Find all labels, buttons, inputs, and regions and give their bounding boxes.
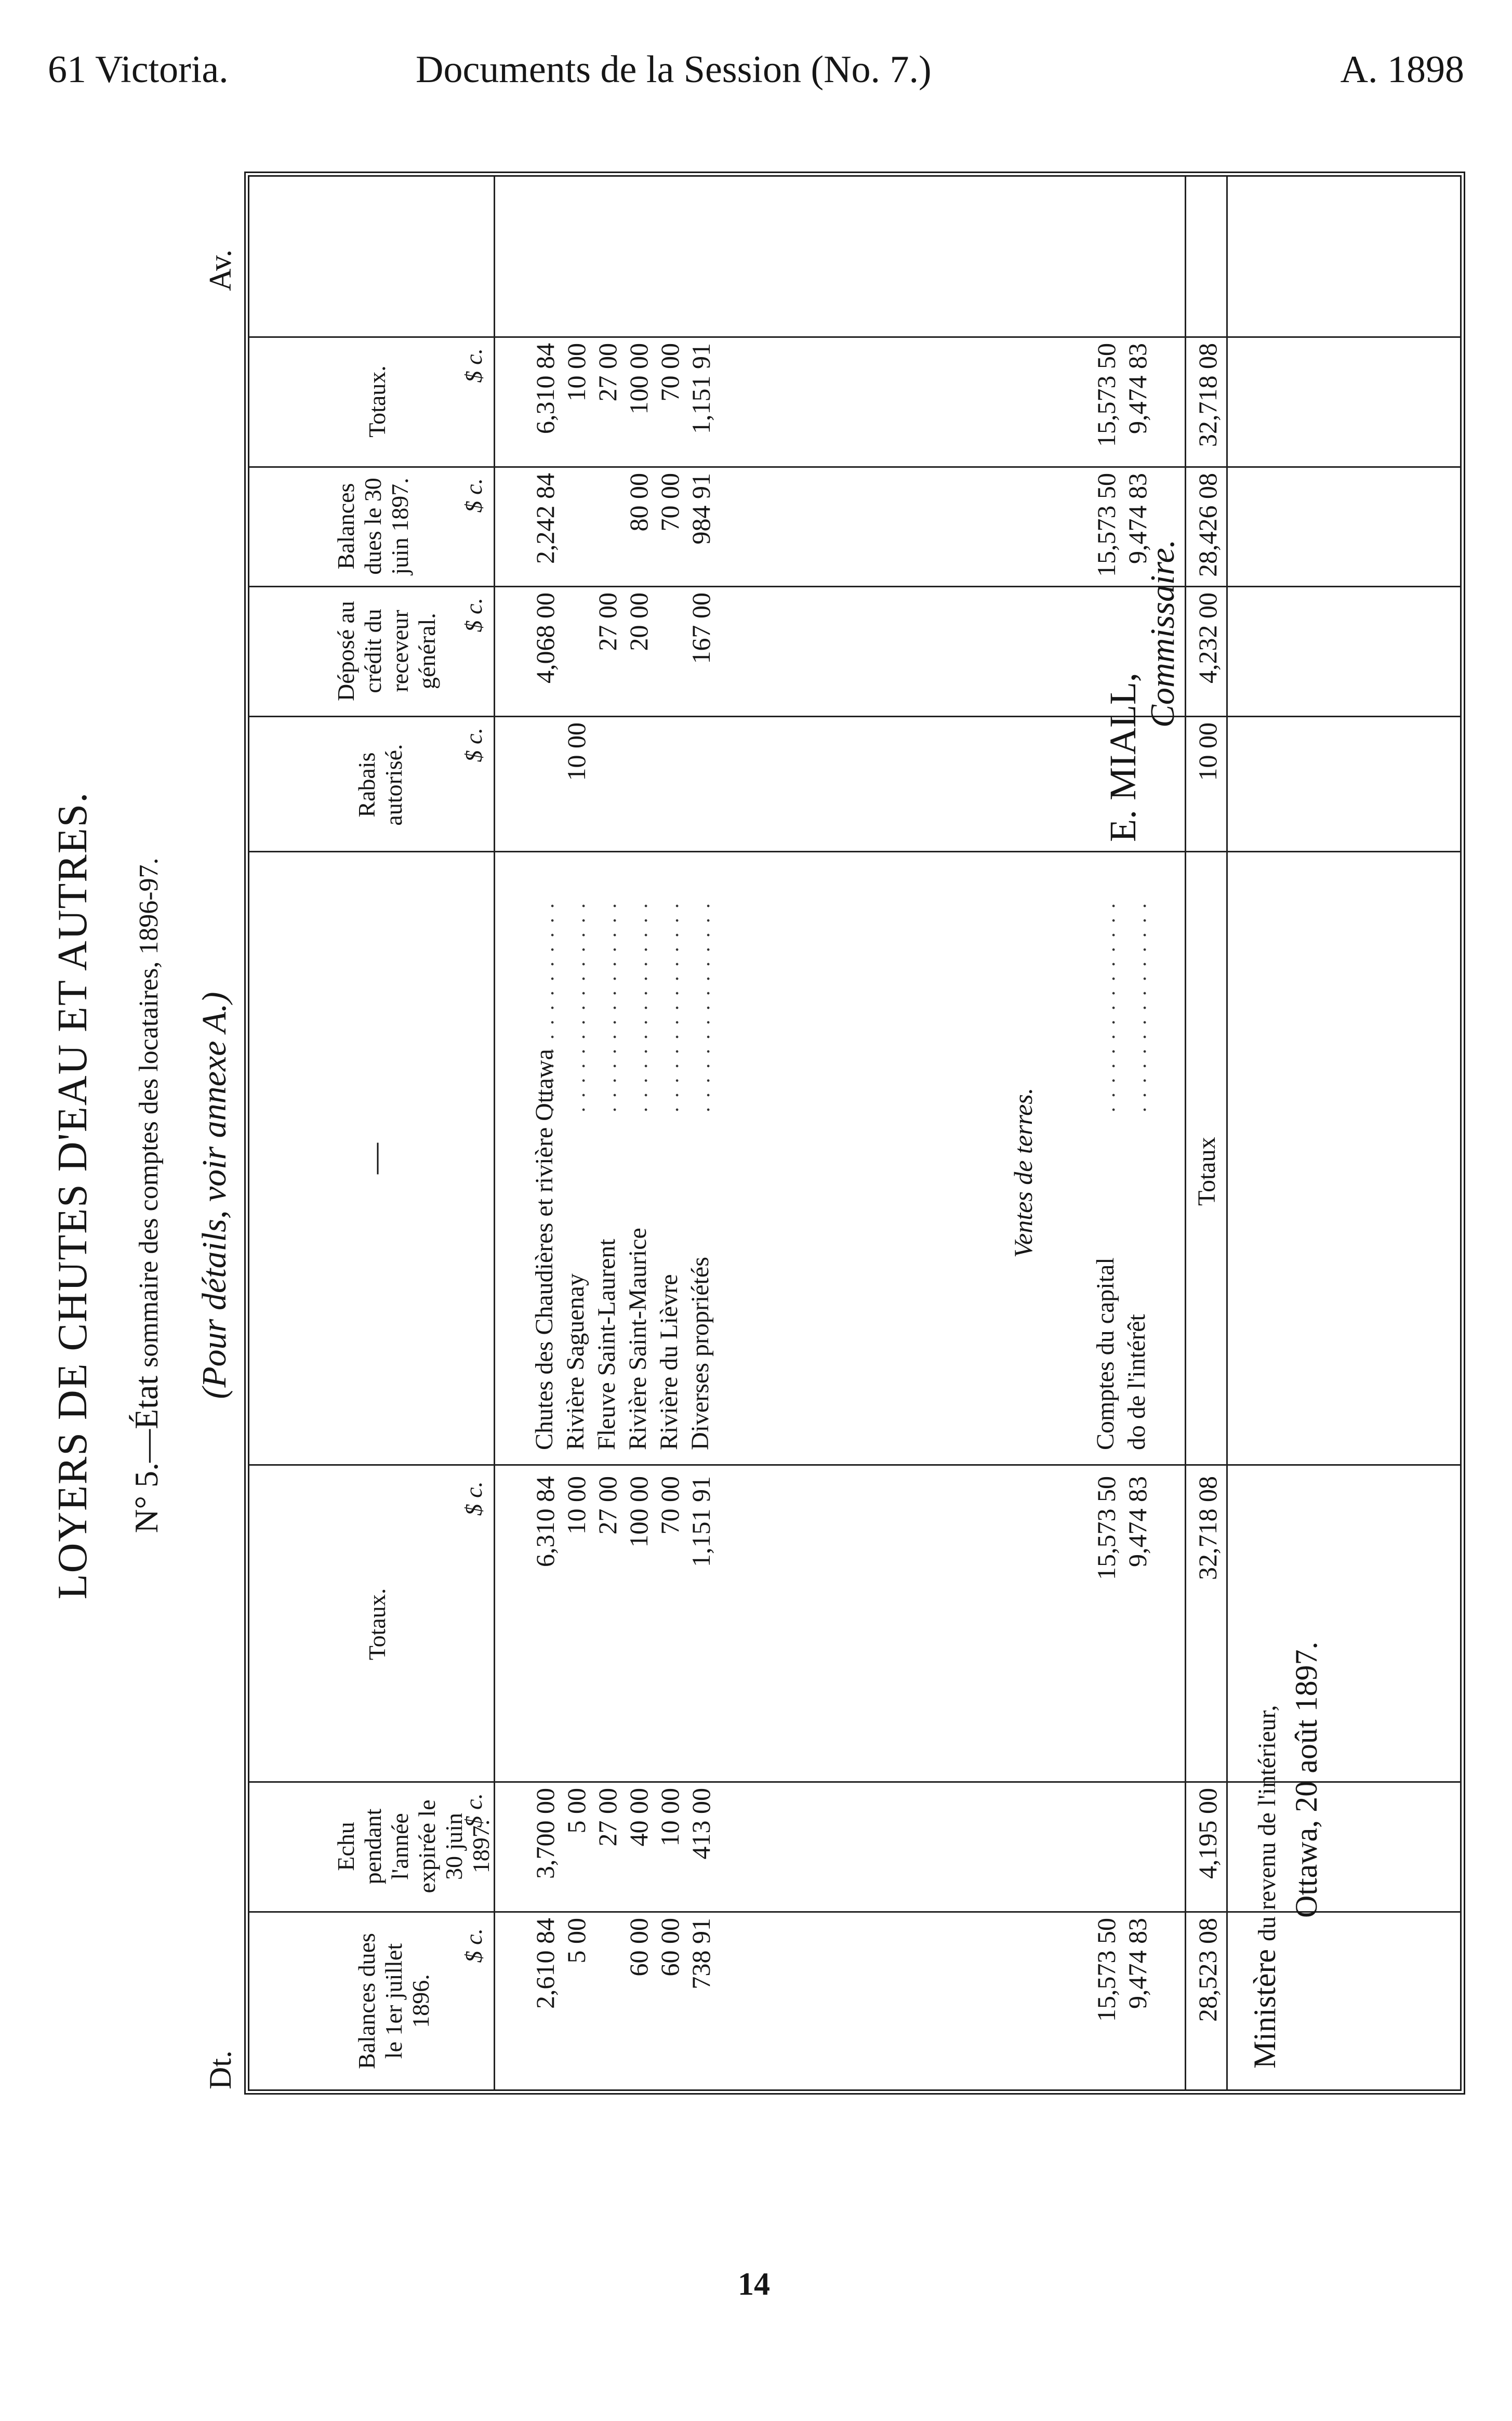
cell-bal1897: 2,242 84 bbox=[530, 473, 560, 564]
signature-title: Commissaire. bbox=[1144, 539, 1182, 728]
col-divider bbox=[249, 586, 1460, 587]
cell-depose: 167 00 bbox=[686, 593, 715, 664]
total-rabais: 10 00 bbox=[1193, 722, 1222, 781]
unit-marker: $ c. bbox=[460, 1928, 487, 1963]
cell-tot2: 100 00 bbox=[624, 343, 653, 415]
ministry-place: Ottawa, 20 août 1897. bbox=[1289, 1641, 1323, 1918]
col-divider bbox=[249, 1464, 1460, 1466]
leader-dots: . . . . . . . . . . . . . . . bbox=[659, 901, 683, 1112]
cell-tot2: 27 00 bbox=[593, 343, 622, 402]
cell-tot1: 6,310 84 bbox=[530, 1476, 560, 1567]
subtitle-rest: sommaire des comptes des locataires, 1896-97. bbox=[134, 858, 164, 1367]
col-divider bbox=[249, 716, 1460, 717]
total-tot1: 32,718 08 bbox=[1193, 1476, 1222, 1580]
unit-marker: $ c. bbox=[460, 348, 487, 383]
cell-tot1: 15,573 50 bbox=[1092, 1476, 1121, 1580]
row-label: Comptes du capital bbox=[1092, 1257, 1119, 1450]
cell-tot1: 1,151 91 bbox=[686, 1476, 715, 1567]
cell-bal1896: 5 00 bbox=[562, 1918, 591, 1964]
cell-echu: 10 00 bbox=[655, 1788, 684, 1847]
colhead-totaux-left: Totaux. bbox=[364, 1588, 390, 1661]
leader-dots: . . . . . . . . . . . . . . . bbox=[597, 901, 620, 1112]
page-note: (Pour détails, voir annexe A.) bbox=[195, 992, 233, 1399]
cell-depose: 27 00 bbox=[593, 593, 622, 651]
cell-bal1896: 738 91 bbox=[686, 1918, 715, 1990]
colhead-balances-1896: Balances dues le 1er juillet 1896. bbox=[353, 1933, 434, 2069]
cell-bal1896: 15,573 50 bbox=[1092, 1918, 1121, 2022]
ministry-lead: Ministère bbox=[1248, 1941, 1282, 2069]
total-depose: 4,232 00 bbox=[1193, 593, 1222, 683]
cell-tot2: 10 00 bbox=[562, 343, 591, 402]
page-title: LOYERS DE CHUTES D'EAU ET AUTRES. bbox=[50, 791, 96, 1600]
colhead-blank-dash: — bbox=[357, 1144, 392, 1174]
leader-dots: . . . . . . . . . . . . . . . bbox=[1127, 901, 1150, 1112]
cell-tot1: 70 00 bbox=[655, 1476, 684, 1535]
colhead-totaux-right: Totaux. bbox=[364, 365, 390, 438]
total-bal1896: 28,523 08 bbox=[1193, 1918, 1222, 2022]
row-label: do de l'intérêt bbox=[1123, 1314, 1150, 1450]
cell-tot1: 27 00 bbox=[593, 1476, 622, 1535]
cell-bal1896: 60 00 bbox=[655, 1918, 684, 1977]
cell-tot2: 9,474 83 bbox=[1123, 343, 1152, 434]
cell-bal1897: 984 91 bbox=[686, 473, 715, 545]
cell-bal1897: 9,474 83 bbox=[1123, 473, 1152, 564]
cell-echu: 27 00 bbox=[593, 1788, 622, 1847]
total-echu: 4,195 00 bbox=[1193, 1788, 1222, 1879]
colhead-echu: Echu pendant l'année expirée le 30 juin 1897. bbox=[333, 1799, 494, 1893]
cell-tot1: 10 00 bbox=[562, 1476, 591, 1535]
header-year: A. 1898 bbox=[1340, 48, 1464, 91]
cell-echu: 5 00 bbox=[562, 1788, 591, 1834]
page-number: 14 bbox=[738, 2267, 770, 2302]
ventes-heading: Ventes de terres. bbox=[1009, 1087, 1038, 1258]
leader-dots: . . . . . . . . . . . . . . . bbox=[628, 901, 652, 1112]
page-subtitle bbox=[127, 78, 166, 2313]
row-label: Rivière Saint-Maurice bbox=[624, 1228, 652, 1450]
cell-tot2: 1,151 91 bbox=[686, 343, 715, 434]
cell-tot2: 70 00 bbox=[655, 343, 684, 402]
credit-label: Av. bbox=[203, 249, 237, 291]
row-label: Rivière du Lièvre bbox=[655, 1274, 683, 1450]
col-divider bbox=[249, 851, 1460, 852]
ministry-rest: du revenu de l'intérieur, bbox=[1253, 1705, 1281, 1942]
cell-rabais: 10 00 bbox=[562, 722, 591, 781]
totals-label: Totaux bbox=[1193, 1137, 1221, 1206]
leader-dots: . . . . . . . . . . . . . . . bbox=[566, 901, 589, 1112]
cell-echu: 3,700 00 bbox=[530, 1788, 560, 1879]
cell-bal1896: 9,474 83 bbox=[1123, 1918, 1152, 2009]
leader-dots: . . . . . . . . . . . . . . . bbox=[691, 901, 714, 1112]
debit-label: Dt. bbox=[203, 2050, 237, 2089]
colhead-rabais: Rabais autorisé. bbox=[353, 744, 407, 826]
subtitle-lead: N° 5.—État bbox=[128, 1367, 165, 1533]
col-divider bbox=[249, 336, 1460, 338]
row-label: Chutes des Chaudières et rivière Ottawa bbox=[530, 1049, 558, 1450]
header-session: 61 Victoria. bbox=[48, 48, 229, 91]
row-label: Diverses propriétés bbox=[686, 1257, 714, 1450]
ministry-line bbox=[1247, 1705, 1283, 2069]
unit-marker: $ c. bbox=[460, 1793, 487, 1828]
cell-depose: 4,068 00 bbox=[530, 593, 560, 683]
header-title: Documents de la Session (No. 7.) bbox=[416, 48, 932, 91]
total-bal1897: 28,426 08 bbox=[1193, 473, 1222, 577]
cell-bal1896: 60 00 bbox=[624, 1918, 653, 1977]
cell-bal1897: 80 00 bbox=[624, 473, 653, 532]
cell-tot1: 100 00 bbox=[624, 1476, 653, 1548]
cell-tot2: 15,573 50 bbox=[1092, 343, 1121, 447]
unit-marker: $ c. bbox=[460, 728, 487, 762]
rotated-page-body bbox=[0, 78, 1512, 2313]
leader-dots: . . . . . . . . . . . . . . . bbox=[1096, 901, 1119, 1112]
cell-bal1897: 15,573 50 bbox=[1092, 473, 1121, 577]
unit-marker: $ c. bbox=[460, 478, 487, 513]
cell-depose: 20 00 bbox=[624, 593, 653, 651]
cell-echu: 40 00 bbox=[624, 1788, 653, 1847]
row-label: Fleuve Saint-Laurent bbox=[593, 1239, 620, 1450]
colhead-depose: Déposé au crédit du receveur général. bbox=[333, 601, 440, 701]
cell-echu: 413 00 bbox=[686, 1788, 715, 1860]
cell-tot2: 6,310 84 bbox=[530, 343, 560, 434]
unit-marker: $ c. bbox=[460, 598, 487, 633]
leader-dots: . . . . . . . . . . . . . . . bbox=[535, 901, 558, 1112]
cell-bal1897: 70 00 bbox=[655, 473, 684, 532]
signature-name: E. MIALL, bbox=[1102, 673, 1144, 842]
cell-bal1896: 2,610 84 bbox=[530, 1918, 560, 2009]
totals-rule bbox=[1185, 177, 1186, 2089]
cell-tot1: 9,474 83 bbox=[1123, 1476, 1152, 1567]
col-divider bbox=[249, 466, 1460, 468]
row-label: Rivière Saguenay bbox=[562, 1273, 589, 1450]
unit-marker: $ c. bbox=[460, 1481, 487, 1516]
totals-rule-bottom bbox=[1226, 177, 1228, 2089]
total-tot2: 32,718 08 bbox=[1193, 343, 1222, 447]
colhead-balances-1897: Balances dues le 30 juin 1897. bbox=[333, 478, 413, 575]
